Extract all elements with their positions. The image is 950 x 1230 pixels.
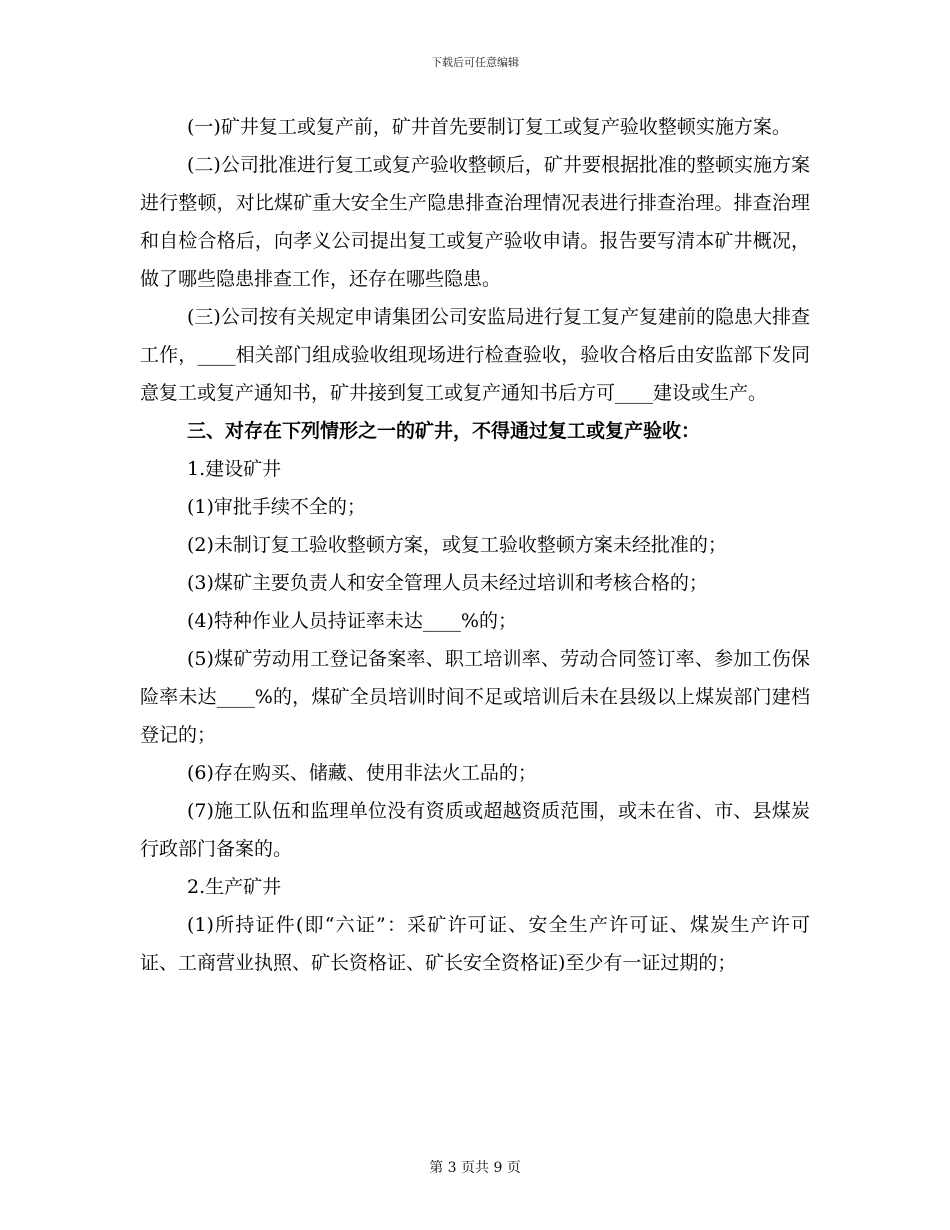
list-item: (3)煤矿主要负责人和安全管理人员未经过培训和考核合格的； [187, 572, 708, 594]
list-item: (1)审批手续不全的； [187, 496, 366, 518]
subsection-title: 1.建设矿井 [187, 458, 282, 480]
subsection-title: 2.生产矿井 [187, 876, 282, 898]
section-heading: 三、对存在下列情形之一的矿井，不得通过复工或复产验收： [187, 420, 701, 442]
list-item: (5)煤矿劳动用工登记备案率、职工培训率、劳动合同签订率、参加工伤保险率未达____%的，煤矿全员培训时间不足或培训后未在县级以上煤炭部门建档登记的； [140, 648, 810, 746]
list-item: (4)特种作业人员持证率未达____%的； [187, 610, 517, 632]
paragraph: (一)矿井复工或复产前，矿井首先要制订复工或复产验收整顿实施方案。 [187, 116, 791, 138]
page-header: 下载后可任意编辑 [431, 56, 519, 69]
paragraph: (二)公司批准进行复工或复产验收整顿后，矿井要根据批准的整顿实施方案进行整顿，对比煤矿重大安全生产隐患排查治理情况表进行排查治理。排查治理和自检合格后，向孝义公司提出复工或复产验收申请。报告要写清本矿井概况，做了哪些隐患排查工作，还存在哪些隐患。 [140, 154, 810, 290]
list-item: (1)所持证件(即“六证”：采矿许可证、安全生产许可证、煤炭生产许可证、工商营业执照、矿长资格证、矿长安全资格证)至少有一证过期的； [140, 914, 810, 974]
document-body [140, 108, 810, 982]
list-item: (7)施工队伍和监理单位没有资质或超越资质范围，或未在省、市、县煤炭行政部门备案的。 [140, 800, 810, 860]
paragraph: (三)公司按有关规定申请集团公司安监局进行复工复产复建前的隐患大排查工作，____相关部门组成验收组现场进行检查验收，验收合格后由安监部下发同意复工或复产通知书，矿井接到复工或复产通知书后方可____建设或生产。 [140, 306, 810, 404]
list-item: (6)存在购买、储藏、使用非法火工品的； [187, 762, 537, 784]
page-footer: 第 3 页共 9 页 [429, 1160, 521, 1176]
list-item: (2)未制订复工验收整顿方案，或复工验收整顿方案未经批准的； [187, 534, 727, 556]
